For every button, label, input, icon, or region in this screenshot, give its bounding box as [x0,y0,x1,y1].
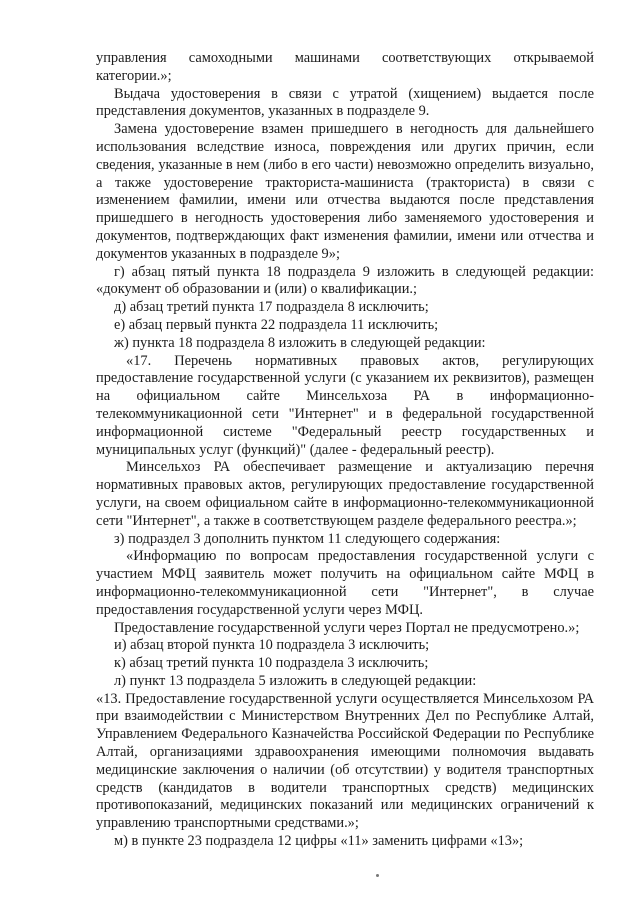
paragraph-clause-17: «17. Перечень нормативных правовых актов, регулирующих предоставление государственной услуги (с указанием их реквизитов), размещен на официальном сайте Минсельхоза РА в информационно-телекоммуникационной сети "Интернет" и в федеральной государственной информационной системе "Федеральный реестр государственных и муниципальных услуг (функций)" (далее - федеральный реестр). [96,352,594,458]
paragraph-item-k: к) абзац третий пункта 10 подраздела 3 исключить; [114,655,429,672]
paragraph-item-i: и) абзац второй пункта 10 подраздела 3 исключить; [114,637,430,654]
paragraph-item-l: л) пункт 13 подраздела 5 изложить в следующей редакции: [114,672,477,689]
paragraph-item-e: е) абзац первый пункта 22 подраздела 11 исключить; [114,316,439,333]
paragraph-minselkhoz-registry: Минсельхоз РА обеспечивает размещение и актуализацию перечня нормативных правовых актов, регулирующих предоставление государственной услуги, на своем официальном сайте в информационно-телекоммуникационной сети "Интернет", а также в соответствующем разделе федерального реестра.»; [96,459,594,529]
paragraph-clause-13: «13. Предоставление государственной услуги осуществляется Минсельхозом РА при взаимодействии с Министерством Внутренних Дел по Республике Алтай, Управлением Федерального Казначейства Российской Федерации по Республике Алтай, организациями здравоохранения имеющими полномочия выдавать медицинские заключения о наличии (об отсутствии) у водителя транспортных средств (кандидатов в водители транспортных средств) медицинских противопоказаний, медицинских показаний или медицинских ограничений к управлению транспортными средствами.»; [96,690,594,832]
paragraph-portal: Предоставление государственной услуги через Портал не предусмотрено.»; [114,619,580,636]
paragraph-continuation: управления самоходными машинами соответствующих открываемой категории.»; [96,50,594,84]
paragraph-worn-replacement: Замена удостоверение взамен пришедшего в негодность для дальнейшего использования вследствие износа, повреждения или других причин, если сведения, указанные в нем (либо в его части) невозможно определить визуально, а также удостоверение тракториста-машиниста (тракториста) в связи с изменением фамилии, имени или отчества выдаются после представления пришедшего в негодность удостоверения либо заменяемого удостоверения и документов, подтверждающих факт изменения фамилии, имени или отчества и документов указанных в подразделе 9»; [96,121,594,262]
paragraph-item-m: м) в пункте 23 подраздела 12 цифры «11» заменить цифрами «13»; [114,833,524,850]
paragraph-item-z: з) подраздел 3 дополнить пунктом 11 следующего содержания: [114,530,501,547]
paragraph-mfc-info: «Информацию по вопросам предоставления государственной услуги с участием МФЦ заявитель может получить на официальном сайте МФЦ в информационно-телекоммуникационной сети "Интернет", в случае предоставления государственной услуги через МФЦ. [96,548,594,618]
paragraph-item-g: г) абзац пятый пункта 18 подраздела 9 изложить в следующей редакции: «документ об образовании и (или) о квалификации.; [96,263,594,298]
paragraph-item-d: д) абзац третий пункта 17 подраздела 8 исключить; [114,299,429,316]
scan-speck [376,874,379,877]
document-page [96,50,594,851]
paragraph-loss-replacement: Выдача удостоверения в связи с утратой (хищением) выдается после представления документов, указанных в подразделе 9. [96,85,594,120]
paragraph-item-zh: ж) пункта 18 подраздела 8 изложить в следующей редакции: [114,334,486,351]
